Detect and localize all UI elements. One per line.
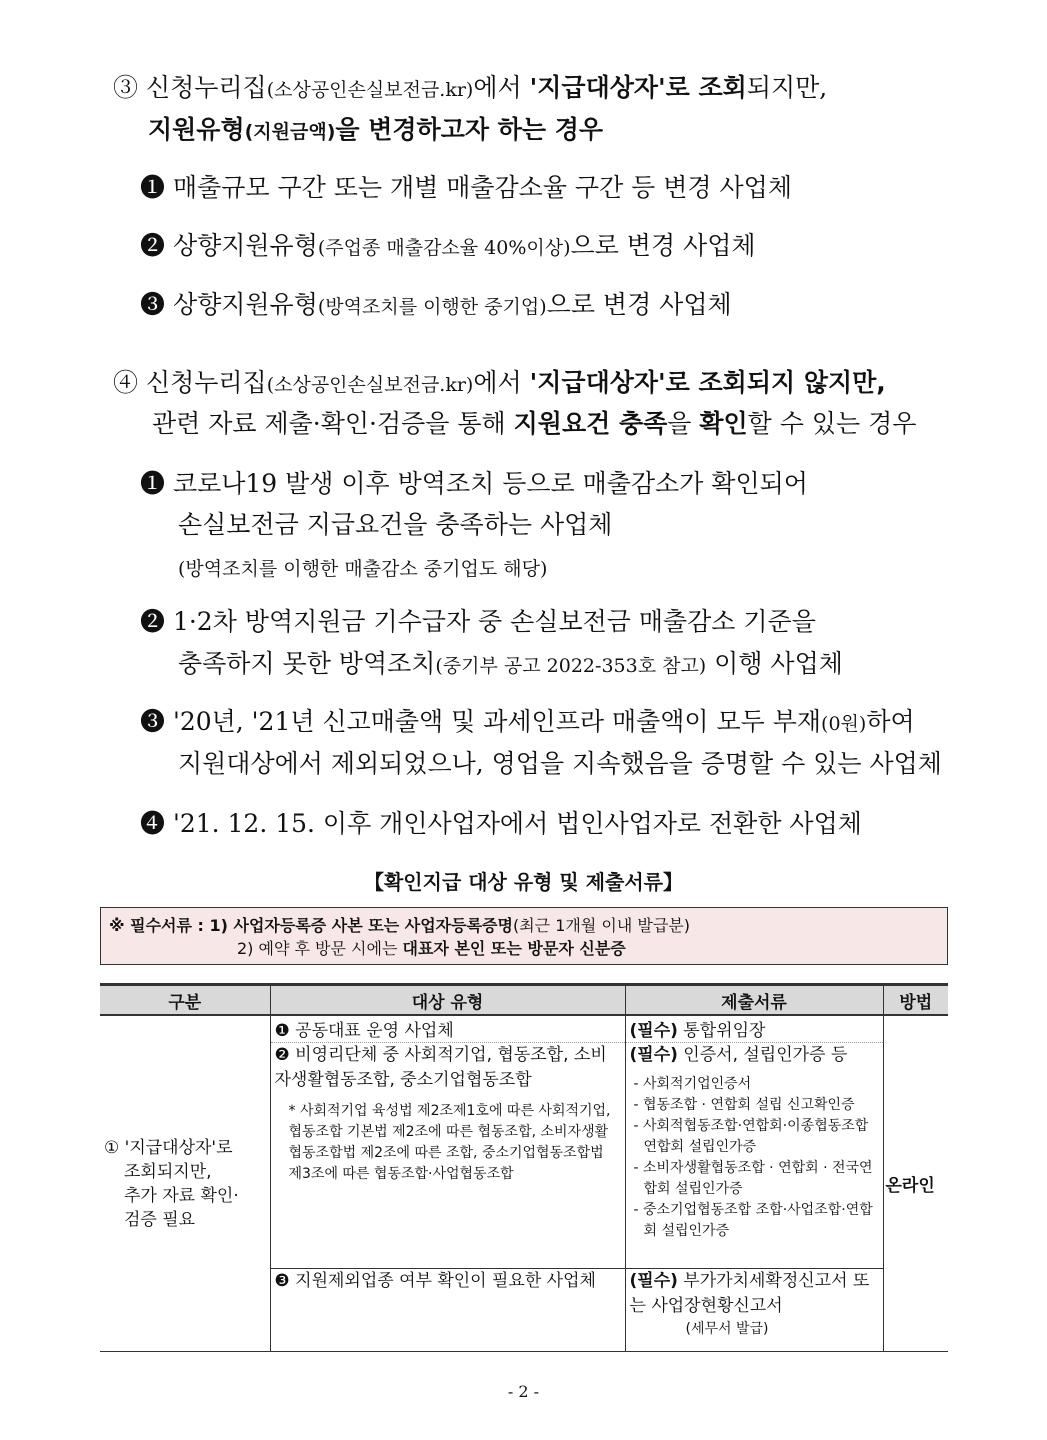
body-line [178, 749, 942, 779]
type-text: ❷ 비영리단체 중 사회적기업, 협동조합, 소비자생활협동조합, 중소기업협동조합 [274, 1045, 607, 1090]
required-label: (필수) [629, 1021, 678, 1041]
text-segment: 확인 [699, 409, 748, 438]
category-line: 조회되지만, [124, 1161, 212, 1182]
body-line [148, 115, 603, 147]
table-title: 【확인지급 대상 유형 및 제출서류】 [363, 870, 683, 894]
required-label: (필수) [629, 1271, 678, 1291]
body-line [178, 552, 547, 584]
body-line [152, 409, 916, 439]
text-segment: (소상공인손실보전금.kr) [266, 374, 474, 396]
text-segment: (주업종 매출감소율 40%이상) [317, 237, 571, 259]
text-segment: 충족하지 못한 방역조치 [178, 649, 436, 678]
document-note: (세무서 발급) [685, 1321, 769, 1337]
text-segment: 으로 변경 사업체 [546, 290, 732, 319]
text-segment: 에서 [473, 73, 530, 102]
text-segment: ❷ 1·2차 방역지원금 기수급자 중 손실보전금 매출감소 기준을 [140, 607, 816, 636]
header-method: 방법 [883, 985, 948, 1016]
method-cell: 온라인 [883, 1015, 948, 1352]
text-segment: ③ 신청누리집 [113, 73, 267, 102]
text-segment: 을 변경하고자 하는 경우 [335, 115, 604, 144]
required-label: (필수) [629, 1045, 678, 1065]
text-segment: 지원요건 충족 [513, 409, 668, 438]
page-number: - 2 - [507, 1382, 540, 1401]
document-list-item: - 소비자생활협동조합 · 연합회 · 전국연합회 설립인가증 [633, 1160, 873, 1197]
category-line: ① '지급대상자'로 [104, 1137, 233, 1158]
text-segment: 지원유형 [148, 115, 245, 144]
body-line [140, 809, 862, 839]
text-segment: 하여 [866, 707, 915, 736]
note-line1-bold: ※ 필수서류 : 1) 사업자등록증 사본 또는 사업자등록증명 [109, 916, 513, 935]
body-line [140, 290, 732, 322]
document-name: 통합위임장 [683, 1021, 766, 1041]
note-line2-bold: 대표자 본인 또는 방문자 신분증 [402, 939, 626, 958]
document-list-item: - 협동조합 · 연합회 설립 신고확인증 [633, 1097, 855, 1113]
text-segment: 되지만, [746, 73, 828, 102]
text-segment: 에서 [473, 368, 530, 397]
documents-cell [625, 1043, 883, 1269]
text-segment: (지원금액) [244, 121, 336, 143]
note-line1-rest: (최근 1개월 이내 발급분) [512, 916, 690, 935]
document-list [630, 1074, 879, 1242]
text-segment: 이행 사업체 [706, 649, 843, 678]
body-line [113, 73, 827, 105]
body-line [140, 173, 792, 203]
document-list-item: - 사회적협동조합·연합회·이종협동조합연합회 설립인가증 [633, 1118, 869, 1155]
text-segment: 손실보전금 지급요건을 충족하는 사업체 [178, 510, 613, 539]
document-list-item: - 사회적기업인증서 [633, 1076, 752, 1092]
required-documents-note [100, 907, 948, 965]
text-segment: 을 [667, 409, 700, 438]
text-segment: 관련 자료 제출·확인·검증을 통해 [152, 409, 514, 438]
documents-cell [625, 1015, 883, 1043]
table-header [100, 985, 948, 1016]
text-segment: (방역조치를 이행한 중기업) [317, 296, 547, 318]
text-segment: ❶ 코로나19 발생 이후 방역조치 등으로 매출감소가 확인되어 [140, 469, 808, 498]
body-line [178, 649, 843, 681]
category-line: 검증 필요 [124, 1209, 196, 1230]
documents-cell [625, 1269, 883, 1352]
text-segment: 지원대상에서 제외되었으나, 영업을 지속했음을 증명할 수 있는 사업체 [178, 749, 942, 778]
header-documents: 제출서류 [625, 985, 883, 1016]
text-segment: (소상공인손실보전금.kr) [266, 79, 474, 101]
note-line2-rest: 2) 예약 후 방문 시에는 [237, 939, 403, 958]
body-line [140, 607, 816, 637]
type-cell [270, 1043, 625, 1269]
text-segment: ④ 신청누리집 [113, 368, 267, 397]
text-segment: 할 수 있는 경우 [747, 409, 917, 438]
type-note: * 사회적기업 육성법 제2조제1호에 따른 사회적기업, 협동조합 기본법 제2조에 따른 협동조합, 소비자생활협동조합법 제2조에 따른 조합, 중소기업협동조합법 제3조에 따른 협동조합·사업협동조합 [288, 1103, 611, 1182]
text-segment: (중기부 공고 2022-353호 참고) [435, 655, 707, 677]
text-segment: ❷ 상향지원유형 [140, 231, 318, 260]
table-row [100, 1015, 948, 1043]
documents-table [100, 983, 948, 1352]
text-segment: ❹ '21. 12. 15. 이후 개인사업자에서 법인사업자로 전환한 사업체 [140, 809, 862, 838]
type-cell: ❶ 공동대표 운영 사업체 [270, 1015, 625, 1043]
header-category: 구분 [100, 985, 270, 1016]
body-line [113, 368, 886, 400]
header-type: 대상 유형 [270, 985, 625, 1016]
text-segment: (방역조치를 이행한 매출감소 중기업도 해당) [178, 558, 548, 580]
body-line [140, 231, 756, 263]
text-segment: ❶ 매출규모 구간 또는 개별 매출감소율 구간 등 변경 사업체 [140, 173, 792, 202]
category-cell [100, 1015, 270, 1352]
body-line [140, 469, 808, 499]
text-segment: ❸ '20년, '21년 신고매출액 및 과세인프라 매출액이 모두 부재 [140, 707, 822, 736]
body-line [140, 707, 915, 739]
text-segment: '지급대상자'로 조회 [529, 73, 747, 102]
text-segment: '지급대상자'로 조회되지 않지만, [529, 368, 886, 397]
type-cell: ❸ 지원제외업종 여부 확인이 필요한 사업체 [270, 1269, 625, 1352]
category-line: 추가 자료 확인· [124, 1185, 239, 1206]
document-list-item: - 중소기업협동조합 조합·사업조합·연합회 설립인가증 [633, 1202, 873, 1239]
text-segment: ❸ 상향지원유형 [140, 290, 318, 319]
document-name: 인증서, 설립인가증 등 [683, 1045, 848, 1065]
text-segment: 으로 변경 사업체 [570, 231, 756, 260]
text-segment: (0원) [821, 713, 867, 735]
body-line [178, 510, 612, 540]
document-name: 부가가치세확정신고서 또는 사업장현황신고서 [629, 1271, 870, 1316]
